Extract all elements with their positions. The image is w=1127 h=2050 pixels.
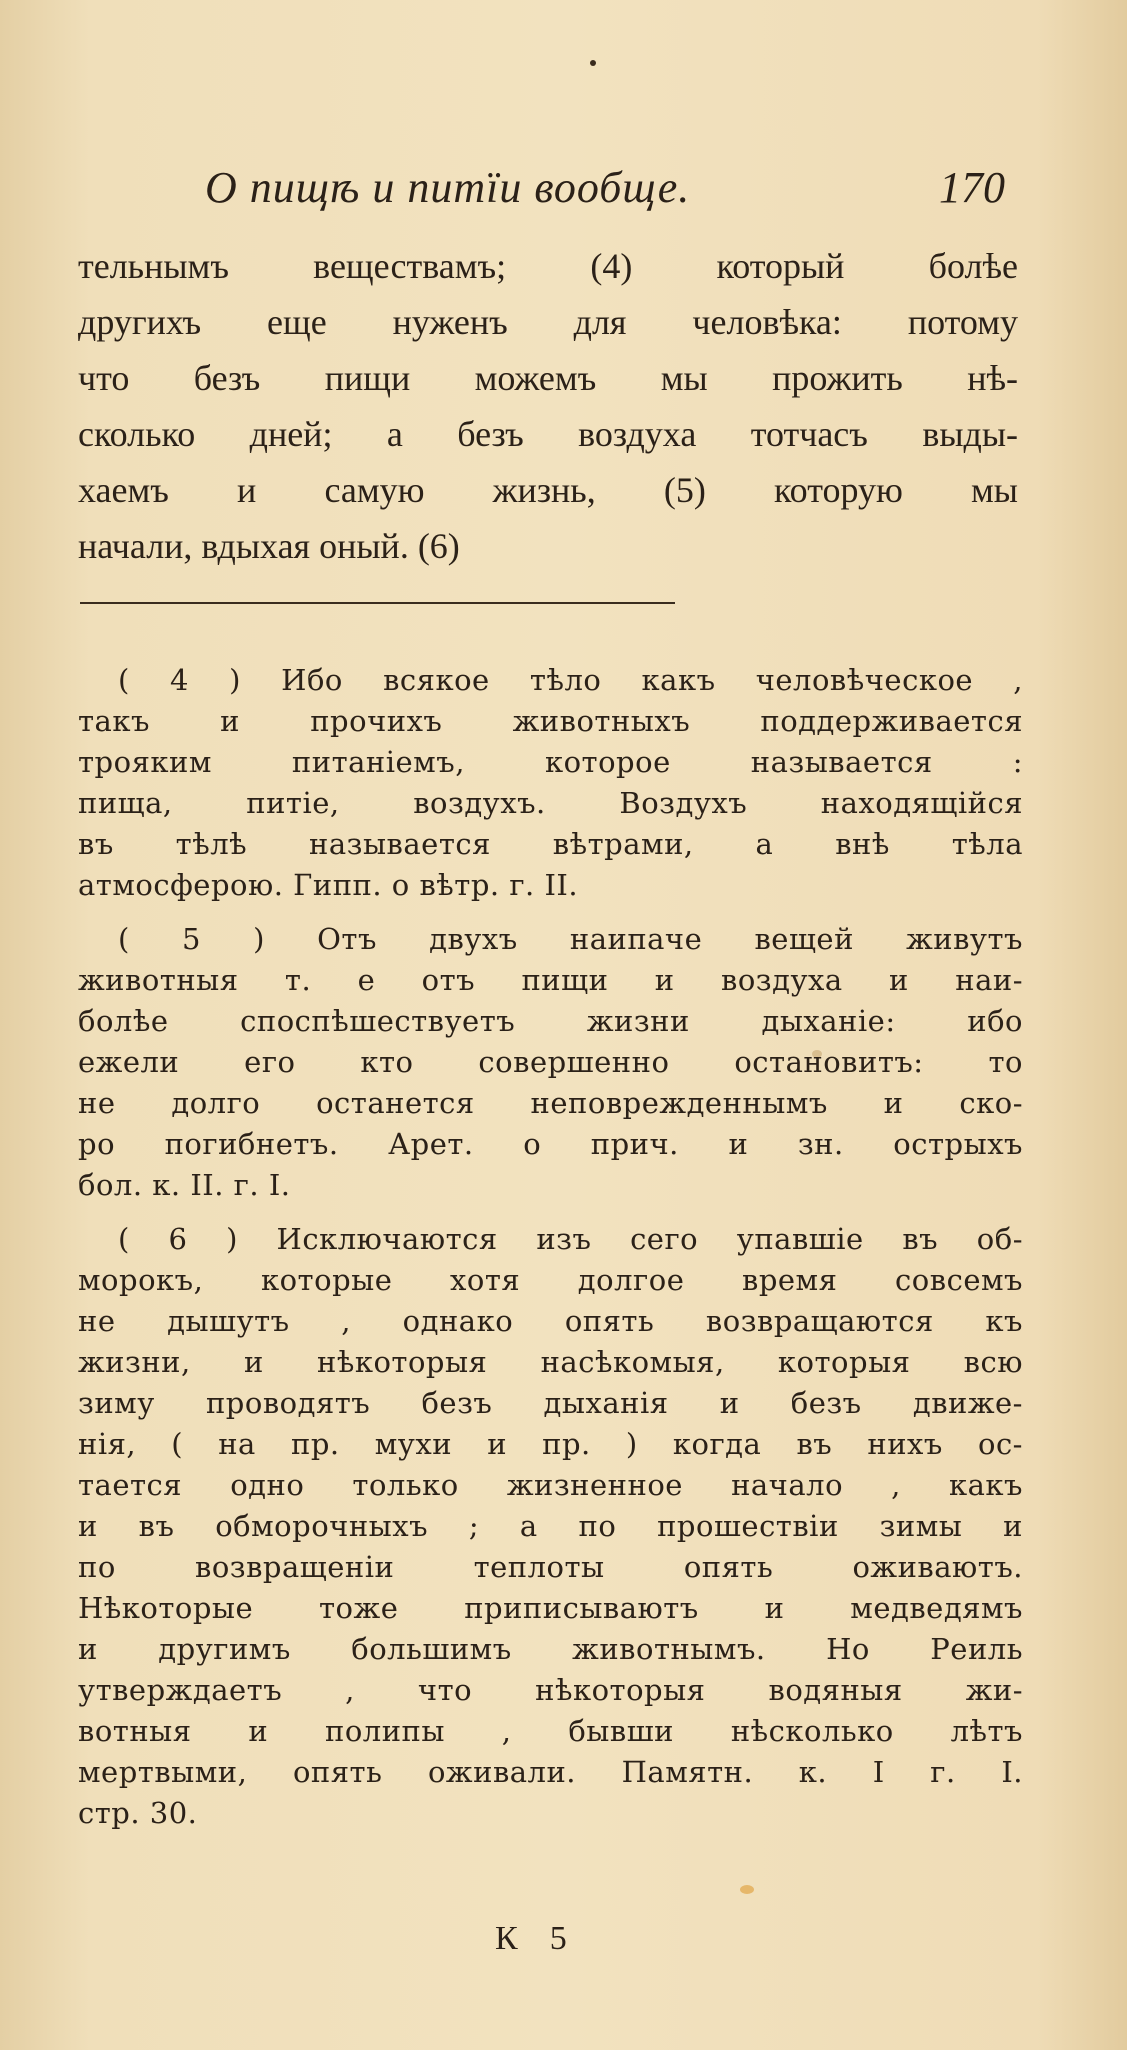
footnotes [78, 660, 1023, 1847]
main-text [78, 238, 1018, 574]
paper-stain [740, 1885, 754, 1894]
footnote-line: и другимъ большимъ животнымъ. Но Реиль [78, 1632, 1023, 1666]
footnote-line: вотныя и полипы , бывши нѣсколько лѣтъ [78, 1714, 1023, 1748]
footnote-line: пища, питіе, воздухъ. Воздухъ находящійся [78, 786, 1023, 820]
footnote-divider [80, 602, 675, 604]
main-text-line: тельнымъ веществамъ; (4) который болѣе [78, 246, 1018, 286]
footnote-line: нія, ( на пр. мухи и пр. ) когда въ нихъ ос- [78, 1427, 1023, 1461]
main-text-line: что безъ пищи можемъ мы прожить нѣ- [78, 358, 1018, 398]
footnote-line: ( 5 ) Отъ двухъ наипаче вещей живутъ [118, 922, 1023, 956]
footnote-line: мертвыми, опять оживали. Памятн. к. I г. I. [78, 1755, 1023, 1789]
footnote-line: тается одно только жизненное начало , какъ [78, 1468, 1023, 1502]
main-text-line: хаемъ и самую жизнь, (5) которую мы [78, 470, 1018, 510]
footnote-line: по возвращеніи теплоты опять оживаютъ. [78, 1550, 1023, 1584]
page-number: 170 [939, 163, 1005, 212]
footnote-line: и въ обморочныхъ ; а по прошествіи зимы и [78, 1509, 1023, 1543]
footnote-line: ( 6 ) Исключаются изъ сего упавшіе въ об- [118, 1222, 1023, 1256]
main-text-line: сколько дней; а безъ воздуха тотчасъ выды- [78, 414, 1018, 454]
footnote-line: ро погибнетъ. Арет. о прич. и зн. острыхъ [78, 1127, 1023, 1161]
page-header [205, 162, 1005, 222]
main-text-line: другихъ еще нуженъ для человѣка: потому [78, 302, 1018, 342]
footnote-line: не долго останется неповрежденнымъ и ско- [78, 1086, 1023, 1120]
footnote-line: атмосферою. Гипп. о вѣтр. г. II. [78, 868, 579, 902]
footnote-line: болѣе споспѣшествуетъ жизни дыханіе: ибо [78, 1004, 1023, 1038]
footnote-line: жизни, и нѣкоторыя насѣкомыя, которыя всю [78, 1345, 1023, 1379]
printer-signature [495, 1920, 599, 1958]
footnote-line: животныя т. е отъ пищи и воздуха и наи- [78, 963, 1023, 997]
footnote-line: ежели его кто совершенно остановитъ: то [78, 1045, 1023, 1079]
footnote-line: морокъ, которые хотя долгое время совсемъ [78, 1263, 1023, 1297]
footnote-line: трояким питаніемъ, которое называется : [78, 745, 1023, 779]
footnote-line: бол. к. II. г. I. [78, 1168, 291, 1202]
footnote-line: утверждаетъ , что нѣкоторыя водяныя жи- [78, 1673, 1023, 1707]
running-head: О пищѣ и питїи вообще. [205, 163, 691, 212]
footnote-4 [78, 660, 1023, 906]
footnote-line: Нѣкоторые тоже приписываютъ и медведямъ [78, 1591, 1023, 1625]
footnote-line: не дышутъ , однако опять возвращаются къ [78, 1304, 1023, 1338]
footnote-line: такъ и прочихъ животныхъ поддерживается [78, 704, 1023, 738]
signature-number: 5 [549, 1920, 567, 1957]
footnote-line: стр. 30. [78, 1796, 198, 1830]
footnote-line: ( 4 ) Ибо всякое тѣло какъ человѣческое , [118, 663, 1023, 697]
main-text-line: начали, вдыхая оный. (6) [78, 526, 460, 566]
footnote-6 [78, 1219, 1023, 1834]
ink-speck [590, 60, 596, 66]
footnote-5 [78, 919, 1023, 1206]
signature-letter: К [495, 1920, 518, 1957]
footnote-line: зиму проводятъ безъ дыханія и безъ движе- [78, 1386, 1023, 1420]
footnote-line: въ тѣлѣ называется вѣтрами, а внѣ тѣла [78, 827, 1023, 861]
